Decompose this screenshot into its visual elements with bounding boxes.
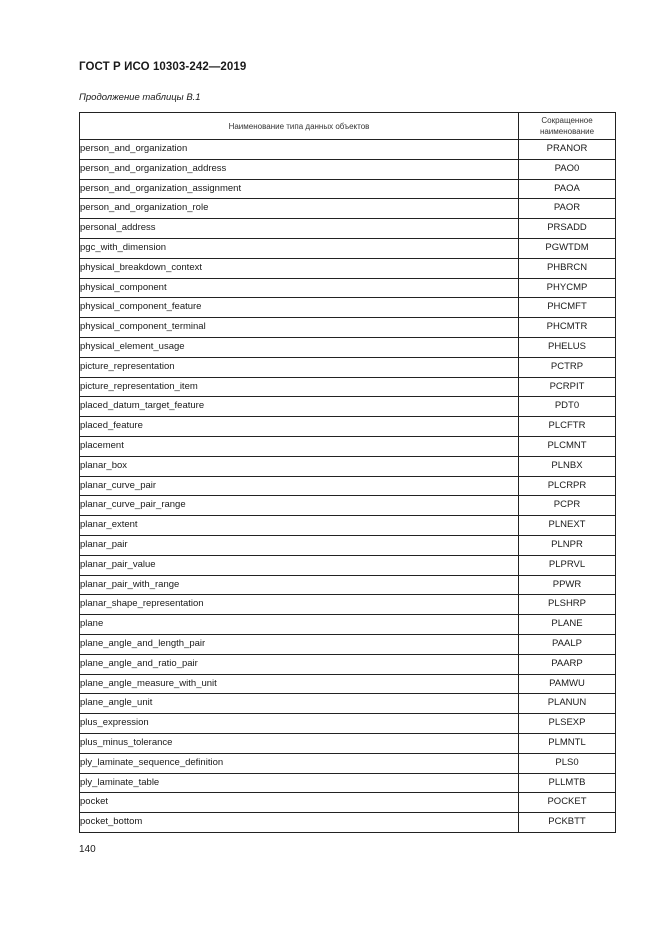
entity-name-cell: person_and_organization_assignment	[80, 179, 519, 199]
table-row	[80, 535, 616, 555]
table-row	[80, 654, 616, 674]
table-row	[80, 634, 616, 654]
abbreviation-cell: PLCRPR	[519, 476, 616, 496]
table-row	[80, 159, 616, 179]
abbreviation-cell: PLCMNT	[519, 436, 616, 456]
entity-name-cell: person_and_organization_role	[80, 199, 519, 219]
table-row	[80, 575, 616, 595]
table-row	[80, 258, 616, 278]
table-row	[80, 793, 616, 813]
entity-name-cell: planar_extent	[80, 516, 519, 536]
table-row	[80, 140, 616, 160]
entity-name-cell: physical_component_feature	[80, 298, 519, 318]
entity-name-cell: ply_laminate_table	[80, 773, 519, 793]
table-row	[80, 496, 616, 516]
entity-name-cell: pgc_with_dimension	[80, 238, 519, 258]
abbreviation-cell: PLMNTL	[519, 733, 616, 753]
entity-name-cell: picture_representation_item	[80, 377, 519, 397]
table-row	[80, 733, 616, 753]
entity-name-cell: placed_datum_target_feature	[80, 397, 519, 417]
table-row	[80, 238, 616, 258]
abbreviation-cell: PAALP	[519, 634, 616, 654]
abbreviation-cell: PCRPIT	[519, 377, 616, 397]
table-row	[80, 456, 616, 476]
entity-name-cell: planar_curve_pair	[80, 476, 519, 496]
table-row	[80, 397, 616, 417]
entity-name-cell: planar_pair	[80, 535, 519, 555]
entity-name-cell: planar_curve_pair_range	[80, 496, 519, 516]
abbreviation-cell: PHCMTR	[519, 318, 616, 338]
table-row	[80, 813, 616, 833]
page-number: 140	[79, 844, 96, 855]
table-row	[80, 337, 616, 357]
table-row	[80, 298, 616, 318]
entity-name-cell: physical_breakdown_context	[80, 258, 519, 278]
abbreviation-cell: PHELUS	[519, 337, 616, 357]
column-header-name: Наименование типа данных объектов	[80, 113, 519, 140]
abbreviation-cell: PLS0	[519, 753, 616, 773]
abbreviation-cell: PAOA	[519, 179, 616, 199]
abbreviation-cell: PLNEXT	[519, 516, 616, 536]
entity-name-cell: planar_shape_representation	[80, 595, 519, 615]
abbreviation-cell: PLSHRP	[519, 595, 616, 615]
entity-name-cell: plus_minus_tolerance	[80, 733, 519, 753]
abbreviation-cell: PLANUN	[519, 694, 616, 714]
table-row	[80, 278, 616, 298]
table-row	[80, 377, 616, 397]
abbreviation-cell: PDT0	[519, 397, 616, 417]
table-row	[80, 219, 616, 239]
entity-name-cell: planar_box	[80, 456, 519, 476]
table-row	[80, 436, 616, 456]
abbreviation-cell: PLNBX	[519, 456, 616, 476]
abbreviation-cell: PLCFTR	[519, 417, 616, 437]
table-row	[80, 714, 616, 734]
abbreviation-cell: PLPRVL	[519, 555, 616, 575]
entity-name-cell: placement	[80, 436, 519, 456]
abbreviation-cell: PGWTDM	[519, 238, 616, 258]
data-table	[79, 112, 616, 833]
entity-name-cell: ply_laminate_sequence_definition	[80, 753, 519, 773]
table-row	[80, 417, 616, 437]
entity-name-cell: pocket_bottom	[80, 813, 519, 833]
table-row	[80, 753, 616, 773]
abbreviation-cell: PAARP	[519, 654, 616, 674]
table-row	[80, 318, 616, 338]
entity-name-cell: plane	[80, 615, 519, 635]
entity-name-cell: planar_pair_value	[80, 555, 519, 575]
abbreviation-cell: PAO0	[519, 159, 616, 179]
entity-name-cell: physical_element_usage	[80, 337, 519, 357]
entity-name-cell: plane_angle_unit	[80, 694, 519, 714]
entity-name-cell: person_and_organization_address	[80, 159, 519, 179]
abbreviation-cell: PLLMTB	[519, 773, 616, 793]
table-row	[80, 516, 616, 536]
abbreviation-cell: PPWR	[519, 575, 616, 595]
abbreviation-cell: PLANE	[519, 615, 616, 635]
abbreviation-cell: PHCMFT	[519, 298, 616, 318]
entity-name-cell: pocket	[80, 793, 519, 813]
table-row	[80, 773, 616, 793]
table-header-row	[80, 113, 616, 140]
table-row	[80, 179, 616, 199]
entity-name-cell: plane_angle_measure_with_unit	[80, 674, 519, 694]
table-row	[80, 694, 616, 714]
document-header: ГОСТ Р ИСО 10303-242—2019	[79, 61, 247, 73]
entity-name-cell: person_and_organization	[80, 140, 519, 160]
table-row	[80, 615, 616, 635]
entity-name-cell: planar_pair_with_range	[80, 575, 519, 595]
table-body	[80, 140, 616, 833]
entity-name-cell: physical_component	[80, 278, 519, 298]
entity-name-cell: plane_angle_and_ratio_pair	[80, 654, 519, 674]
abbreviation-cell: PAOR	[519, 199, 616, 219]
abbreviation-cell: PRANOR	[519, 140, 616, 160]
abbreviation-cell: PCPR	[519, 496, 616, 516]
entity-name-cell: plus_expression	[80, 714, 519, 734]
entity-name-cell: personal_address	[80, 219, 519, 239]
abbreviation-cell: PHBRCN	[519, 258, 616, 278]
abbreviation-cell: PHYCMP	[519, 278, 616, 298]
abbreviation-cell: POCKET	[519, 793, 616, 813]
table-row	[80, 595, 616, 615]
table-row	[80, 357, 616, 377]
table-caption: Продолжение таблицы В.1	[79, 92, 201, 103]
abbreviation-cell: PLNPR	[519, 535, 616, 555]
table-row	[80, 199, 616, 219]
entity-name-cell: picture_representation	[80, 357, 519, 377]
table-row	[80, 555, 616, 575]
entity-name-cell: plane_angle_and_length_pair	[80, 634, 519, 654]
column-header-abbr: Сокращенное наименование	[519, 113, 616, 140]
abbreviation-cell: PAMWU	[519, 674, 616, 694]
table-row	[80, 476, 616, 496]
entity-name-cell: physical_component_terminal	[80, 318, 519, 338]
abbreviation-cell: PLSEXP	[519, 714, 616, 734]
entity-name-cell: placed_feature	[80, 417, 519, 437]
abbreviation-cell: PRSADD	[519, 219, 616, 239]
abbreviation-cell: PCTRP	[519, 357, 616, 377]
table-row	[80, 674, 616, 694]
abbreviation-cell: PCKBTT	[519, 813, 616, 833]
